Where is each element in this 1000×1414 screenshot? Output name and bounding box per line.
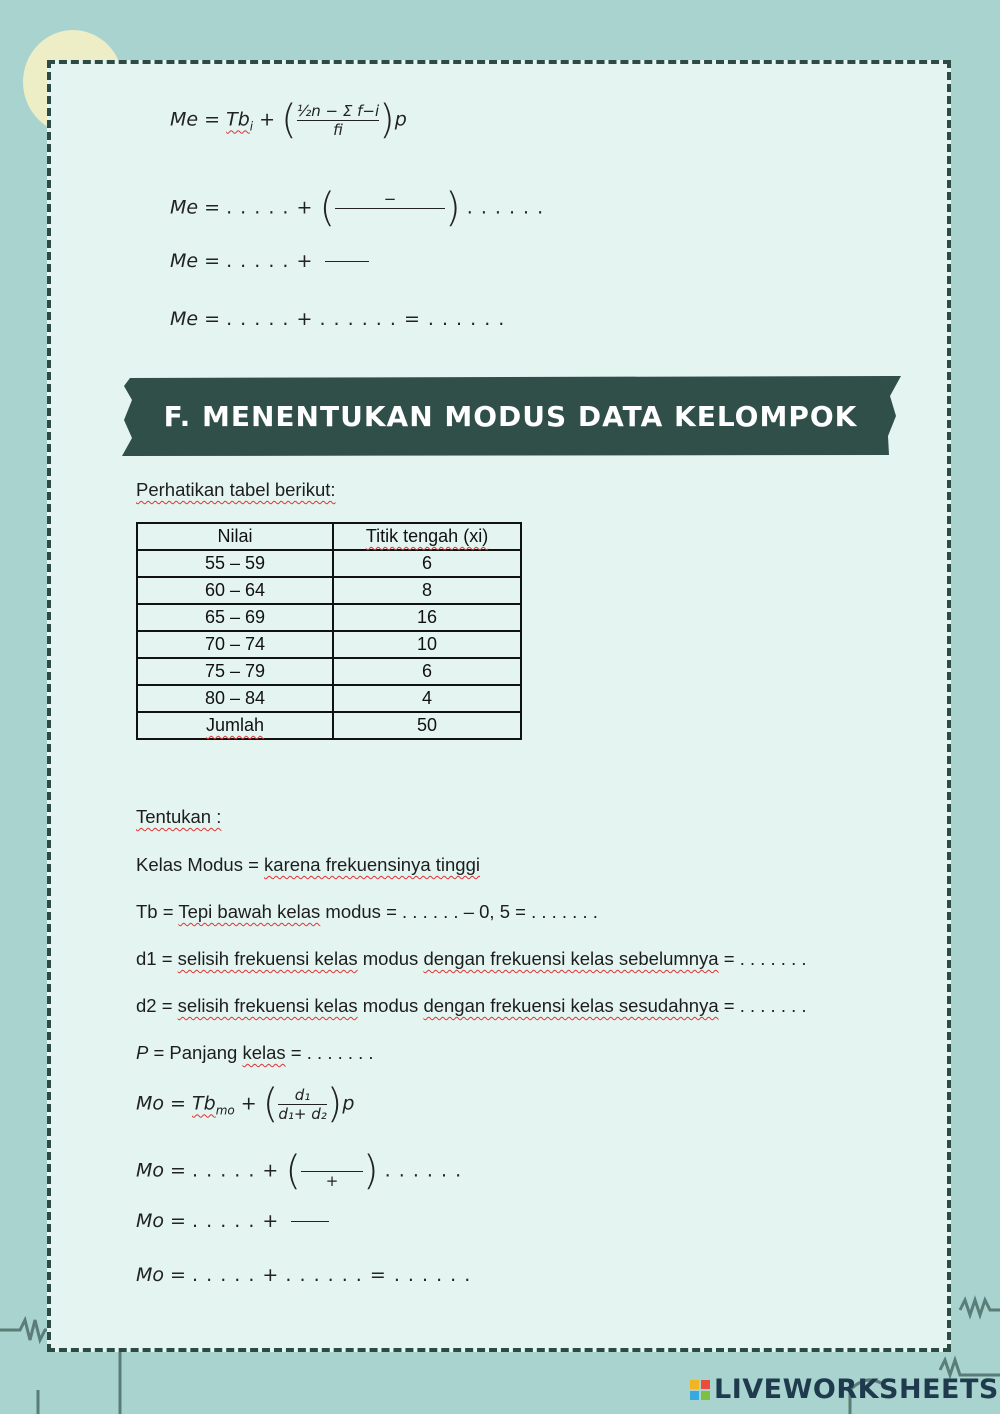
task-tb: Tb = Tepi bawah kelas modus = . . . . . . – 0, 5 = . . . . . . . bbox=[136, 901, 598, 922]
cell-value: 4 bbox=[333, 685, 521, 712]
cell-nilai: 65 – 69 bbox=[137, 604, 333, 631]
cell-nilai: 75 – 79 bbox=[137, 658, 333, 685]
table-row bbox=[137, 577, 521, 604]
header-titik-tengah: Titik tengah (xi) bbox=[333, 523, 521, 550]
cell-nilai: 60 – 64 bbox=[137, 577, 333, 604]
logo-icon bbox=[690, 1380, 710, 1400]
tasks-heading: Tentukan : bbox=[136, 806, 222, 827]
mode-formula: $Mo = Tb_{mo}$ + ( $\frac{\text{d₁}}{\text{d₁+ d₂}}$ )p bbox=[136, 1081, 355, 1127]
cell-value: 6 bbox=[333, 550, 521, 577]
table-row bbox=[137, 631, 521, 658]
frequency-table bbox=[136, 522, 522, 740]
liveworksheets-logo[interactable] bbox=[690, 1374, 999, 1405]
median-step-1: Me = . . . . . + ( − ) . . . . . . bbox=[170, 185, 545, 231]
task-d1: d1 = selisih frekuensi kelas modus dengan frekuensi kelas sebelumnya = . . . . . . . bbox=[136, 948, 807, 969]
median-step-3: Me = . . . . . + . . . . . . = . . . . . . bbox=[170, 308, 506, 330]
table-intro: Perhatikan tabel berikut: bbox=[136, 479, 336, 500]
cell-jumlah: Jumlah bbox=[137, 712, 333, 739]
task-d2: d2 = selisih frekuensi kelas modus dengan frekuensi kelas sesudahnya = . . . . . . . bbox=[136, 995, 807, 1016]
table-row bbox=[137, 604, 521, 631]
cell-total: 50 bbox=[333, 712, 521, 739]
section-title: F. MENENTUKAN MODUS DATA KELOMPOK bbox=[163, 399, 858, 433]
table-header bbox=[137, 523, 521, 550]
header-nilai: Nilai bbox=[137, 523, 333, 550]
cell-nilai: 55 – 59 bbox=[137, 550, 333, 577]
cell-nilai: 80 – 84 bbox=[137, 685, 333, 712]
task-p: P = Panjang kelas = . . . . . . . bbox=[136, 1042, 374, 1063]
cell-nilai: 70 – 74 bbox=[137, 631, 333, 658]
logo-text: LIVEWORKSHEETS bbox=[714, 1374, 999, 1405]
cell-value: 8 bbox=[333, 577, 521, 604]
cell-value: 6 bbox=[333, 658, 521, 685]
cell-value: 16 bbox=[333, 604, 521, 631]
mode-step-3: Mo = . . . . . + . . . . . . = . . . . . . bbox=[136, 1264, 472, 1286]
table-row bbox=[137, 658, 521, 685]
table-row bbox=[137, 685, 521, 712]
mode-step-1: Mo = . . . . . + ( + ) . . . . . . bbox=[136, 1148, 463, 1194]
table-row-total bbox=[137, 712, 521, 739]
median-formula: $Me = Tb_i$ + ( $\frac{\text{½n − Σ f−i}}{fi}$ )p bbox=[170, 97, 407, 143]
cell-value: 10 bbox=[333, 631, 521, 658]
task-kelas-modus: Kelas Modus = karena frekuensinya tinggi bbox=[136, 854, 480, 875]
table-row bbox=[137, 550, 521, 577]
mode-step-2: Mo = . . . . . + bbox=[136, 1210, 329, 1232]
median-step-2: Me = . . . . . + bbox=[170, 250, 369, 272]
